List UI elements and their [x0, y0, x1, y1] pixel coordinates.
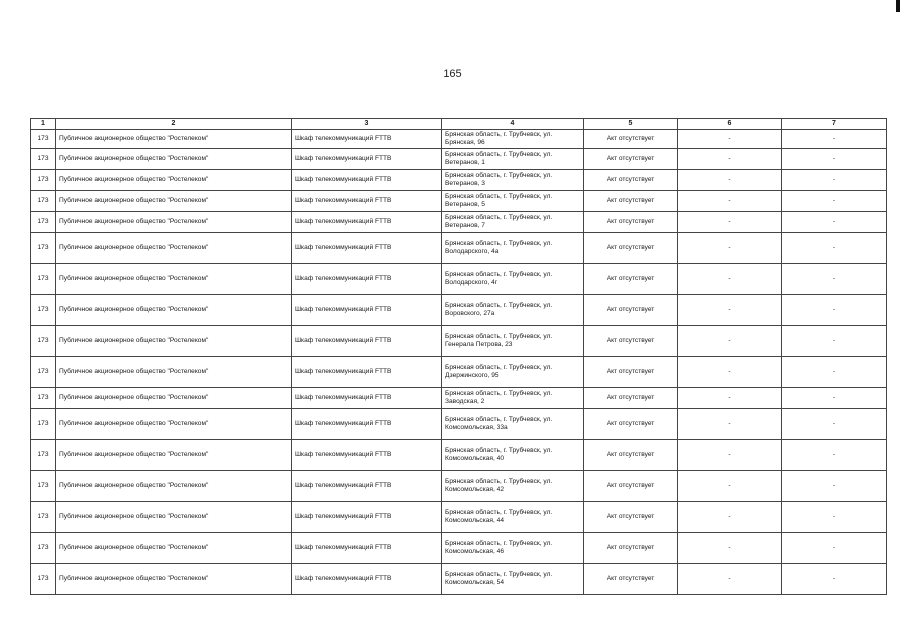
object-cell: Шкаф телекоммуникаций FTTB — [292, 233, 442, 264]
act-cell: Акт отсутствует — [584, 212, 678, 233]
col-7-cell: - — [782, 440, 887, 471]
col-6-cell: - — [678, 130, 782, 149]
owner-cell: Публичное акционерное общество "Ростелеком" — [56, 533, 292, 564]
act-cell: Акт отсутствует — [584, 409, 678, 440]
table-row — [31, 564, 887, 595]
object-cell: Шкаф телекоммуникаций FTTB — [292, 409, 442, 440]
table-row — [31, 471, 887, 502]
col-6-cell: - — [678, 149, 782, 170]
owner-cell: Публичное акционерное общество "Ростелеком" — [56, 191, 292, 212]
object-cell: Шкаф телекоммуникаций FTTB — [292, 502, 442, 533]
address-cell: Брянская область, г. Трубчевск, ул. Комсомольская, 42 — [442, 471, 584, 502]
owner-cell: Публичное акционерное общество "Ростелеком" — [56, 149, 292, 170]
row-number-cell: 173 — [31, 264, 56, 295]
col-7-cell: - — [782, 191, 887, 212]
header-col-7: 7 — [782, 119, 887, 130]
row-number-cell: 173 — [31, 471, 56, 502]
owner-cell: Публичное акционерное общество "Ростелеком" — [56, 440, 292, 471]
object-cell: Шкаф телекоммуникаций FTTB — [292, 170, 442, 191]
col-6-cell: - — [678, 212, 782, 233]
row-number-cell: 173 — [31, 191, 56, 212]
col-7-cell: - — [782, 170, 887, 191]
address-cell: Брянская область, г. Трубчевск, ул. Володарского, 4г — [442, 264, 584, 295]
act-cell: Акт отсутствует — [584, 533, 678, 564]
object-cell: Шкаф телекоммуникаций FTTB — [292, 149, 442, 170]
table-row — [31, 295, 887, 326]
col-7-cell: - — [782, 533, 887, 564]
col-7-cell: - — [782, 233, 887, 264]
table-row — [31, 130, 887, 149]
table-row — [31, 357, 887, 388]
col-6-cell: - — [678, 233, 782, 264]
object-cell: Шкаф телекоммуникаций FTTB — [292, 295, 442, 326]
owner-cell: Публичное акционерное общество "Ростелеком" — [56, 409, 292, 440]
row-number-cell: 173 — [31, 212, 56, 233]
col-6-cell: - — [678, 564, 782, 595]
table-row — [31, 502, 887, 533]
col-6-cell: - — [678, 502, 782, 533]
act-cell: Акт отсутствует — [584, 130, 678, 149]
address-cell: Брянская область, г. Трубчевск, ул. Володарского, 4а — [442, 233, 584, 264]
col-7-cell: - — [782, 471, 887, 502]
col-7-cell: - — [782, 212, 887, 233]
registry-table — [30, 118, 887, 595]
row-number-cell: 173 — [31, 149, 56, 170]
owner-cell: Публичное акционерное общество "Ростелеком" — [56, 388, 292, 409]
col-6-cell: - — [678, 170, 782, 191]
col-6-cell: - — [678, 264, 782, 295]
address-cell: Брянская область, г. Трубчевск, ул. Заводская, 2 — [442, 388, 584, 409]
col-7-cell: - — [782, 295, 887, 326]
col-7-cell: - — [782, 564, 887, 595]
table-row — [31, 409, 887, 440]
object-cell: Шкаф телекоммуникаций FTTB — [292, 130, 442, 149]
object-cell: Шкаф телекоммуникаций FTTB — [292, 212, 442, 233]
col-6-cell: - — [678, 357, 782, 388]
address-cell: Брянская область, г. Трубчевск, ул. Комсомольская, 40 — [442, 440, 584, 471]
col-6-cell: - — [678, 388, 782, 409]
col-6-cell: - — [678, 440, 782, 471]
row-number-cell: 173 — [31, 502, 56, 533]
table-row — [31, 233, 887, 264]
table-row — [31, 191, 887, 212]
table-row — [31, 264, 887, 295]
table-row — [31, 533, 887, 564]
act-cell: Акт отсутствует — [584, 191, 678, 212]
object-cell: Шкаф телекоммуникаций FTTB — [292, 533, 442, 564]
object-cell: Шкаф телекоммуникаций FTTB — [292, 326, 442, 357]
address-cell: Брянская область, г. Трубчевск, ул. Ветеранов, 1 — [442, 149, 584, 170]
header-col-4: 4 — [442, 119, 584, 130]
table-row — [31, 440, 887, 471]
owner-cell: Публичное акционерное общество "Ростелеком" — [56, 264, 292, 295]
row-number-cell: 173 — [31, 409, 56, 440]
act-cell: Акт отсутствует — [584, 326, 678, 357]
address-cell: Брянская область, г. Трубчевск, ул. Воровского, 27а — [442, 295, 584, 326]
row-number-cell: 173 — [31, 440, 56, 471]
owner-cell: Публичное акционерное общество "Ростелеком" — [56, 326, 292, 357]
act-cell: Акт отсутствует — [584, 502, 678, 533]
page-number: 165 — [443, 68, 462, 80]
address-cell: Брянская область, г. Трубчевск, ул. Дзержинского, 95 — [442, 357, 584, 388]
header-row — [31, 119, 887, 130]
address-cell: Брянская область, г. Трубчевск, ул. Комсомольская, 44 — [442, 502, 584, 533]
scan-edge-mark — [896, 0, 900, 12]
header-col-6: 6 — [678, 119, 782, 130]
object-cell: Шкаф телекоммуникаций FTTB — [292, 471, 442, 502]
col-6-cell: - — [678, 409, 782, 440]
object-cell: Шкаф телекоммуникаций FTTB — [292, 388, 442, 409]
table-row — [31, 212, 887, 233]
col-7-cell: - — [782, 502, 887, 533]
header-col-2: 2 — [56, 119, 292, 130]
act-cell: Акт отсутствует — [584, 295, 678, 326]
col-7-cell: - — [782, 326, 887, 357]
row-number-cell: 173 — [31, 533, 56, 564]
owner-cell: Публичное акционерное общество "Ростелеком" — [56, 212, 292, 233]
table-row — [31, 170, 887, 191]
row-number-cell: 173 — [31, 564, 56, 595]
owner-cell: Публичное акционерное общество "Ростелеком" — [56, 170, 292, 191]
act-cell: Акт отсутствует — [584, 233, 678, 264]
address-cell: Брянская область, г. Трубчевск, ул. Ветеранов, 3 — [442, 170, 584, 191]
row-number-cell: 173 — [31, 130, 56, 149]
act-cell: Акт отсутствует — [584, 564, 678, 595]
address-cell: Брянская область, г. Трубчевск, ул. Комсомольская, 54 — [442, 564, 584, 595]
table-row — [31, 388, 887, 409]
row-number-cell: 173 — [31, 326, 56, 357]
row-number-cell: 173 — [31, 388, 56, 409]
object-cell: Шкаф телекоммуникаций FTTB — [292, 191, 442, 212]
act-cell: Акт отсутствует — [584, 440, 678, 471]
owner-cell: Публичное акционерное общество "Ростелеком" — [56, 295, 292, 326]
owner-cell: Публичное акционерное общество "Ростелеком" — [56, 130, 292, 149]
row-number-cell: 173 — [31, 170, 56, 191]
object-cell: Шкаф телекоммуникаций FTTB — [292, 264, 442, 295]
act-cell: Акт отсутствует — [584, 170, 678, 191]
object-cell: Шкаф телекоммуникаций FTTB — [292, 440, 442, 471]
col-7-cell: - — [782, 409, 887, 440]
col-6-cell: - — [678, 295, 782, 326]
col-7-cell: - — [782, 388, 887, 409]
col-7-cell: - — [782, 130, 887, 149]
address-cell: Брянская область, г. Трубчевск, ул. Генерала Петрова, 23 — [442, 326, 584, 357]
header-col-5: 5 — [584, 119, 678, 130]
col-6-cell: - — [678, 471, 782, 502]
header-col-1: 1 — [31, 119, 56, 130]
header-col-3: 3 — [292, 119, 442, 130]
address-cell: Брянская область, г. Трубчевск, ул. Комсомольская, 33а — [442, 409, 584, 440]
row-number-cell: 173 — [31, 357, 56, 388]
object-cell: Шкаф телекоммуникаций FTTB — [292, 564, 442, 595]
owner-cell: Публичное акционерное общество "Ростелеком" — [56, 502, 292, 533]
row-number-cell: 173 — [31, 295, 56, 326]
row-number-cell: 173 — [31, 233, 56, 264]
act-cell: Акт отсутствует — [584, 471, 678, 502]
col-7-cell: - — [782, 264, 887, 295]
owner-cell: Публичное акционерное общество "Ростелеком" — [56, 564, 292, 595]
owner-cell: Публичное акционерное общество "Ростелеком" — [56, 357, 292, 388]
table-row — [31, 326, 887, 357]
col-7-cell: - — [782, 149, 887, 170]
object-cell: Шкаф телекоммуникаций FTTB — [292, 357, 442, 388]
col-6-cell: - — [678, 191, 782, 212]
owner-cell: Публичное акционерное общество "Ростелеком" — [56, 233, 292, 264]
address-cell: Брянская область, г. Трубчевск, ул. Брянская, 96 — [442, 130, 584, 149]
col-7-cell: - — [782, 357, 887, 388]
table-body — [31, 130, 887, 595]
col-6-cell: - — [678, 326, 782, 357]
act-cell: Акт отсутствует — [584, 388, 678, 409]
address-cell: Брянская область, г. Трубчевск, ул. Ветеранов, 7 — [442, 212, 584, 233]
act-cell: Акт отсутствует — [584, 264, 678, 295]
address-cell: Брянская область, г. Трубчевск, ул. Комсомольская, 46 — [442, 533, 584, 564]
act-cell: Акт отсутствует — [584, 357, 678, 388]
col-6-cell: - — [678, 533, 782, 564]
address-cell: Брянская область, г. Трубчевск, ул. Ветеранов, 5 — [442, 191, 584, 212]
table-row — [31, 149, 887, 170]
owner-cell: Публичное акционерное общество "Ростелеком" — [56, 471, 292, 502]
act-cell: Акт отсутствует — [584, 149, 678, 170]
